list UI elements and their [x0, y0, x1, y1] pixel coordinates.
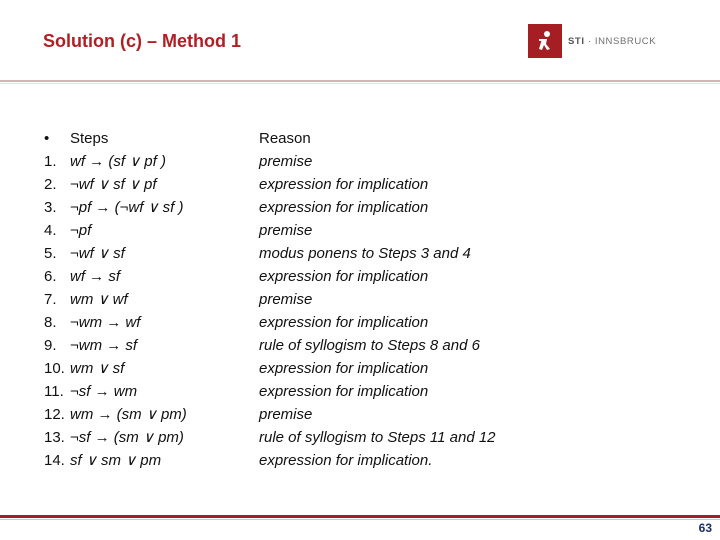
logo-text [568, 36, 656, 47]
step-reason: rule of syllogism to Steps 8 and 6 [259, 337, 480, 354]
logo-city: INNSBRUCK [594, 35, 657, 47]
step-reason: expression for implication [259, 199, 429, 216]
step-reason: rule of syllogism to Steps 11 and 12 [259, 429, 496, 446]
step-row [44, 359, 187, 382]
step-number: 11. [44, 383, 64, 400]
sti-innsbruck-logo [528, 24, 656, 58]
step-reason: premise [259, 153, 313, 170]
steps-column [44, 129, 187, 474]
step-number: 14. [44, 452, 65, 469]
step-row [44, 175, 187, 198]
page-number: 63 [698, 521, 712, 535]
step-expression: ¬wm → sf [70, 337, 138, 354]
step-expression: wm ∨ sf [70, 360, 125, 377]
footer-divider [0, 515, 720, 518]
step-row [44, 451, 187, 474]
step-reason: premise [259, 222, 313, 239]
step-expression: sf ∨ sm ∨ pm [70, 452, 162, 469]
step-expression: ¬sf → (sm ∨ pm) [70, 429, 184, 446]
step-expression: wm → (sm ∨ pm) [70, 406, 187, 423]
logo-brand: STI [568, 35, 585, 47]
step-expression: ¬wf ∨ sf [70, 245, 125, 262]
logo-separator: · [584, 35, 595, 47]
step-number: 2. [44, 176, 57, 193]
step-reason: premise [259, 406, 313, 423]
steps-header [44, 129, 187, 152]
step-expression: ¬wf ∨ sf ∨ pf [70, 176, 157, 193]
step-reason: expression for implication [259, 314, 429, 331]
reasons-column [259, 129, 496, 474]
step-number: 1. [44, 153, 57, 170]
step-row [44, 267, 187, 290]
step-expression: wf → sf [70, 268, 121, 285]
step-expression: ¬wm → wf [70, 314, 141, 331]
step-reason: premise [259, 291, 313, 308]
step-number: 8. [44, 314, 57, 331]
header-divider [0, 80, 720, 82]
step-reason: expression for implication [259, 383, 429, 400]
bullet: • [44, 130, 50, 147]
step-number: 9. [44, 337, 57, 354]
step-reason: expression for implication. [259, 452, 433, 469]
step-row [44, 221, 187, 244]
step-number: 4. [44, 222, 57, 239]
step-number: 10. [44, 360, 65, 377]
step-number: 6. [44, 268, 57, 285]
step-number: 13. [44, 429, 65, 446]
reason-header: Reason [259, 130, 311, 147]
step-reason: expression for implication [259, 268, 429, 285]
step-row [44, 382, 187, 405]
step-expression: ¬pf → (¬wf ∨ sf ) [70, 199, 184, 216]
step-number: 5. [44, 245, 57, 262]
step-row [44, 244, 187, 267]
footer-divider-light [0, 519, 720, 520]
step-reason: modus ponens to Steps 3 and 4 [259, 245, 471, 262]
step-row [44, 198, 187, 221]
step-row [44, 405, 187, 428]
step-row [44, 336, 187, 359]
step-number: 3. [44, 199, 57, 216]
step-expression: ¬sf → wm [70, 383, 138, 400]
step-expression: ¬pf [70, 222, 92, 239]
step-expression: wm ∨ wf [70, 291, 128, 308]
slide-title: Solution (c) – Method 1 [43, 31, 241, 51]
step-row [44, 290, 187, 313]
step-row [44, 152, 187, 175]
step-expression: wf → (sf ∨ pf ) [70, 153, 166, 170]
step-row [44, 313, 187, 336]
header-divider-light [0, 83, 720, 84]
step-row [44, 428, 187, 451]
step-reason: expression for implication [259, 360, 429, 377]
step-number: 12. [44, 406, 65, 423]
logo-figure-icon [528, 24, 562, 58]
step-number: 7. [44, 291, 57, 308]
step-reason: expression for implication [259, 176, 429, 193]
steps-label: Steps [70, 130, 109, 147]
